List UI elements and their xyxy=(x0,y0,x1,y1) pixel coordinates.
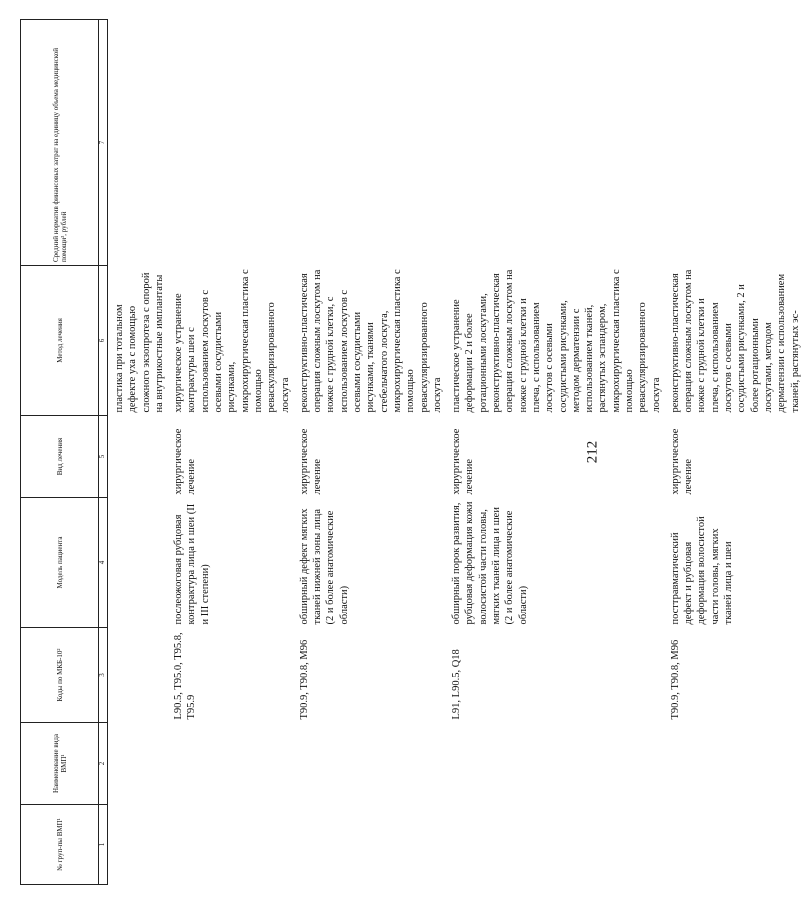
header-cost-norm: Средний норматив финансовых затрат на единицу объема медицинской помощи³, рублей xyxy=(21,20,99,266)
cell-codes: L91, L90.5, Q18 xyxy=(451,649,463,720)
cell-model xyxy=(108,498,168,628)
cell-treatment xyxy=(108,416,168,498)
header-group-number: № груп-пы ВМП¹ xyxy=(21,805,99,885)
cell-name xyxy=(108,723,168,805)
cell-name xyxy=(167,723,293,805)
cell-method: реконструктивно-пластическая операция сложным лоскутом на ножке с грудной клетки и плеча, с использованием лоскутов с осевыми сосудистыми рисунками, 2 и более ротационными лоскутами, методом дерматензии с использованием тканей, растянутых эс- xyxy=(669,269,801,413)
cell-cost xyxy=(664,20,803,266)
column-number: 7 xyxy=(99,20,108,266)
cell-treatment: хирургическое лечение xyxy=(298,428,324,495)
cell-treatment: хирургическое лечение xyxy=(173,428,198,495)
cell-codes: T90.9, T90.8, M96 xyxy=(298,639,310,720)
cell-method: реконструктивно-пластическая операция сложным лоскутом на ножке с грудной клетки, с использованием лоскутов с осевыми сосудистыми рисунками, тканями стебельчатого лоскута, микрохирургическая пластика с помощью реваскуляризированного лоскута xyxy=(298,269,443,413)
header-treatment-method: Метод лечения xyxy=(21,266,99,416)
page-number: 212 xyxy=(584,440,601,464)
table-row xyxy=(293,20,445,885)
cell-model: посттравматический дефект и рубцовая деформация волосистой части головы, мягких тканей лица и шеи xyxy=(669,516,735,625)
cell-cost xyxy=(293,20,445,266)
cell-group xyxy=(445,805,664,885)
table-row xyxy=(664,20,803,885)
cell-model: обширный дефект мягких тканей нижней зоны лица (2 и более анатомические области) xyxy=(298,508,350,625)
table-row xyxy=(108,20,168,885)
cell-method: пластика при тотальном дефекте уха с помощью сложного экзопротеза с опорой на внутрикостные имплантаты xyxy=(114,272,165,413)
cell-codes: L90.5, T95.0, T95.8, T95.9 xyxy=(173,632,198,720)
cell-treatment: хирургическое лечение xyxy=(669,428,695,495)
header-icd-codes: Коды по МКБ-10² xyxy=(21,628,99,723)
header-vmp-name: Наименование вида ВМП¹ xyxy=(21,723,99,805)
cell-cost xyxy=(167,20,293,266)
cell-model: обширный порок развития, рубцовая деформация кожи волосистой части головы, мягких тканей лица и шеи (2 и более анатомические области) xyxy=(451,501,529,625)
column-number: 2 xyxy=(99,723,108,805)
cell-group xyxy=(293,805,445,885)
table-row xyxy=(167,20,293,885)
cell-group xyxy=(167,805,293,885)
cell-group xyxy=(664,805,803,885)
cell-model: послеожоговая рубцовая контрактура лица и шеи (II и III степени) xyxy=(173,503,211,625)
header-patient-model: Модель пациента xyxy=(21,498,99,628)
cell-group xyxy=(108,805,168,885)
cell-cost xyxy=(108,20,168,266)
column-number: 6 xyxy=(99,266,108,416)
cell-name xyxy=(293,723,445,805)
column-number: 1 xyxy=(99,805,108,885)
cell-method: пластическое устранение деформации 2 и более ротационными лоскутами, реконструктивно-пластическая операция сложным лоскутом на ножке с грудной клетки и плеча, с использованием лоскутов с осевыми сосудистыми рисунками, методом дерматензии с использованием тканей, растянутых эспандером, микрохирургическая пластика с помощью реваскуляризированного лоскута xyxy=(451,269,662,413)
column-number: 4 xyxy=(99,498,108,628)
cell-treatment: хирургическое лечение xyxy=(451,428,476,495)
cell-name xyxy=(664,723,803,805)
vmp-table xyxy=(20,19,803,885)
cell-name xyxy=(445,723,664,805)
cell-codes xyxy=(108,628,168,723)
cell-codes: T90.9, T90.8, M96 xyxy=(669,639,681,720)
cell-method: хирургическое устранение контрактуры шеи с использованием лоскутов с осевыми сосудистыми рисунками, микрохирургическая пластика с помощью реваскуляризированного лоскута xyxy=(173,269,291,413)
header-treatment-type: Вид лечения xyxy=(21,416,99,498)
column-number: 3 xyxy=(99,628,108,723)
table-row xyxy=(445,20,664,885)
column-number: 5 xyxy=(99,416,108,498)
cell-cost xyxy=(445,20,664,266)
